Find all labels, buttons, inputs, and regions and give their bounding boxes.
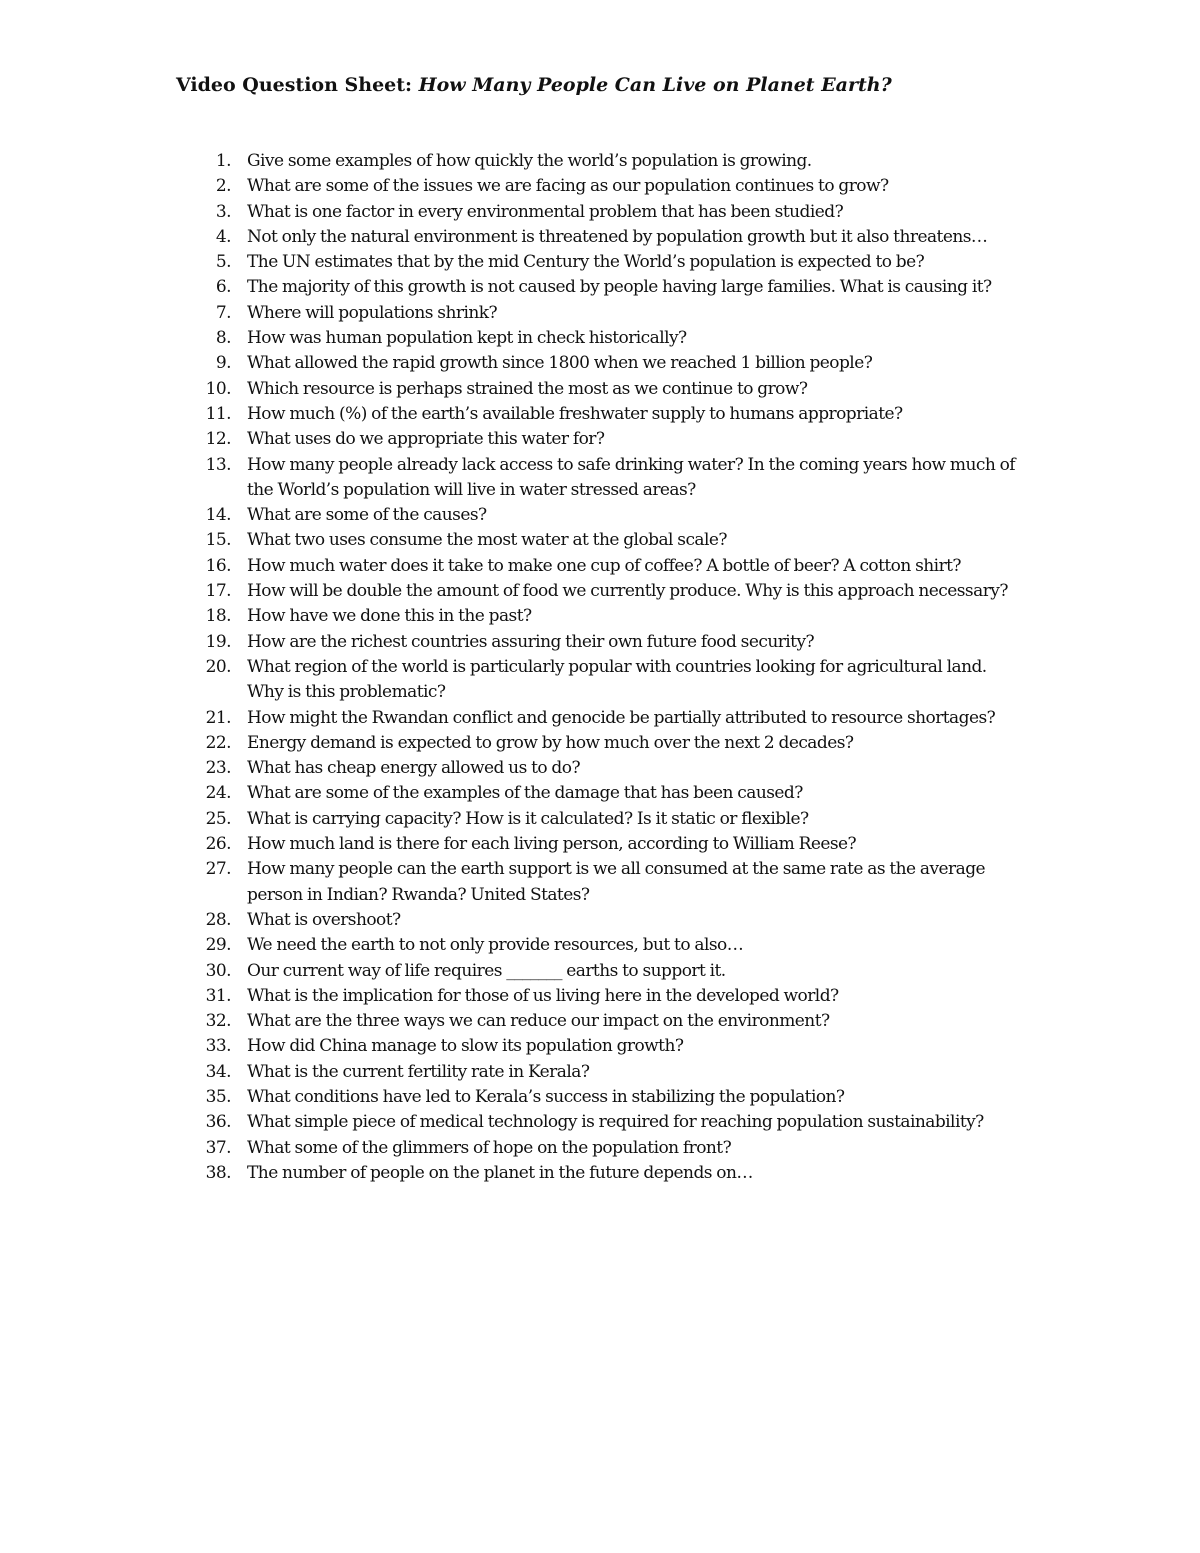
question-number: 6. [215,277,231,298]
question-number: 27. [205,859,231,880]
question-text: What two uses consume the most water at the global scale? [247,530,727,551]
question-number: 14. [205,505,231,526]
question-number: 37. [205,1137,231,1158]
question-number: 12. [205,429,231,450]
question-text: How are the richest countries assuring their own future food security? [247,631,815,652]
question-text: How many people already lack access to safe drinking water? In the coming years how much of the World’s population will live in water stressed areas? [247,454,1016,500]
question-number: 22. [205,732,231,753]
question-text: Give some examples of how quickly the world’s population is growing. [247,151,812,171]
question-text: The majority of this growth is not caused by people having large families. What is causing it? [247,277,992,298]
question-number: 31. [205,985,231,1006]
question-list [0,149,1200,1186]
question-item [0,149,1200,174]
question-item [0,1136,1200,1161]
question-text: How was human population kept in check historically? [247,328,687,349]
question-number: 16. [205,555,231,576]
question-text: What allowed the rapid growth since 1800 when we reached 1 billion people? [247,353,873,374]
question-number: 25. [205,808,231,829]
question-number: 3. [215,201,231,222]
question-item [0,908,1200,933]
question-text: What some of the glimmers of hope on the population front? [247,1137,732,1158]
question-item [0,984,1200,1009]
question-text: Energy demand is expected to grow by how much over the next 2 decades? [247,732,854,753]
question-text: What is the current fertility rate in Kerala? [247,1061,590,1082]
question-text: How have we done this in the past? [247,606,532,627]
question-text: What has cheap energy allowed us to do? [247,758,581,779]
page-title [176,70,892,100]
question-text: Our current way of life requires _______ earths to support it. [247,960,726,981]
question-item [0,528,1200,553]
question-item [0,427,1200,452]
question-text: The UN estimates that by the mid Century the World’s population is expected to be? [247,252,925,273]
question-item [0,174,1200,199]
question-item [0,604,1200,629]
question-number: 8. [215,328,231,349]
question-item [0,326,1200,351]
question-item [0,1110,1200,1135]
question-number: 17. [205,581,231,602]
question-text: What are some of the causes? [247,505,487,526]
question-item [0,377,1200,402]
question-number: 5. [215,252,231,273]
question-text: How did China manage to slow its population growth? [247,1036,684,1057]
question-number: 21. [205,707,231,728]
title-video-name: How Many People Can Live on Planet Earth? [418,74,892,96]
question-number: 1. [215,151,231,171]
question-item [0,503,1200,528]
question-number: 26. [205,834,231,855]
question-text: What is one factor in every environmental problem that has been studied? [247,201,844,222]
question-item [0,731,1200,756]
question-text: Which resource is perhaps strained the most as we continue to grow? [247,378,808,399]
question-number: 20. [205,656,231,677]
question-number: 38. [205,1162,231,1183]
question-text: Not only the natural environment is threatened by population growth but it also threatens… [247,226,988,247]
question-text: What conditions have led to Kerala’s success in stabilizing the population? [247,1086,845,1107]
question-number: 34. [205,1061,231,1082]
question-number: 7. [215,302,231,323]
question-number: 36. [205,1112,231,1133]
question-text: What is carrying capacity? How is it calculated? Is it static or flexible? [247,808,809,829]
question-number: 2. [215,176,231,197]
question-item [0,225,1200,250]
question-text: Where will populations shrink? [247,302,498,323]
question-text: How much (%) of the earth’s available freshwater supply to humans appropriate? [247,403,903,424]
question-text: What is overshoot? [247,909,401,930]
question-number: 4. [215,226,231,247]
question-number: 30. [205,960,231,981]
question-number: 15. [205,530,231,551]
question-item [0,453,1200,504]
question-number: 35. [205,1086,231,1107]
question-item [0,301,1200,326]
question-item [0,200,1200,225]
question-item [0,250,1200,275]
question-text: How much water does it take to make one cup of coffee? A bottle of beer? A cotton shirt? [247,555,961,576]
question-item [0,756,1200,781]
question-number: 33. [205,1036,231,1057]
question-number: 18. [205,606,231,627]
question-item [0,933,1200,958]
question-text: What are the three ways we can reduce our impact on the environment? [247,1011,830,1032]
question-text: How much land is there for each living person, according to William Reese? [247,834,857,855]
question-number: 10. [205,378,231,399]
question-number: 32. [205,1011,231,1032]
question-item [0,1161,1200,1186]
question-item [0,959,1200,984]
question-item [0,706,1200,731]
title-prefix: Video Question Sheet: [176,74,419,96]
question-item [0,1060,1200,1085]
question-text: How many people can the earth support is we all consumed at the same rate as the average person in Indian? Rwanda? United States? [247,859,986,905]
question-text: The number of people on the planet in the future depends on… [247,1162,753,1183]
question-number: 28. [205,909,231,930]
question-item [0,1009,1200,1034]
question-number: 29. [205,935,231,956]
question-text: What region of the world is particularly popular with countries looking for agricultural land. Why is this problematic? [247,656,987,703]
question-number: 13. [205,454,231,475]
question-number: 9. [215,353,231,374]
question-number: 24. [205,783,231,804]
question-text: What are some of the issues we are facing as our population continues to grow? [247,176,889,197]
question-item [0,1034,1200,1059]
question-item [0,402,1200,427]
question-item [0,781,1200,806]
question-item [0,1085,1200,1110]
question-item [0,554,1200,579]
question-text: What is the implication for those of us living here in the developed world? [247,985,839,1006]
question-item [0,351,1200,376]
question-text: How might the Rwandan conflict and genocide be partially attributed to resource shortages? [247,707,996,728]
question-text: What simple piece of medical technology is required for reaching population sustainability? [247,1112,984,1133]
question-number: 11. [205,403,231,424]
question-item [0,655,1200,706]
question-number: 23. [205,758,231,779]
question-item [0,579,1200,604]
question-text: What uses do we appropriate this water for? [247,429,605,450]
question-item [0,275,1200,300]
question-text: What are some of the examples of the damage that has been caused? [247,783,803,804]
question-item [0,630,1200,655]
question-item [0,857,1200,908]
question-text: How will be double the amount of food we currently produce. Why is this approach necessary? [247,581,1008,602]
question-item [0,832,1200,857]
question-item [0,807,1200,832]
question-text: We need the earth to not only provide resources, but to also… [247,935,744,956]
question-number: 19. [205,631,231,652]
